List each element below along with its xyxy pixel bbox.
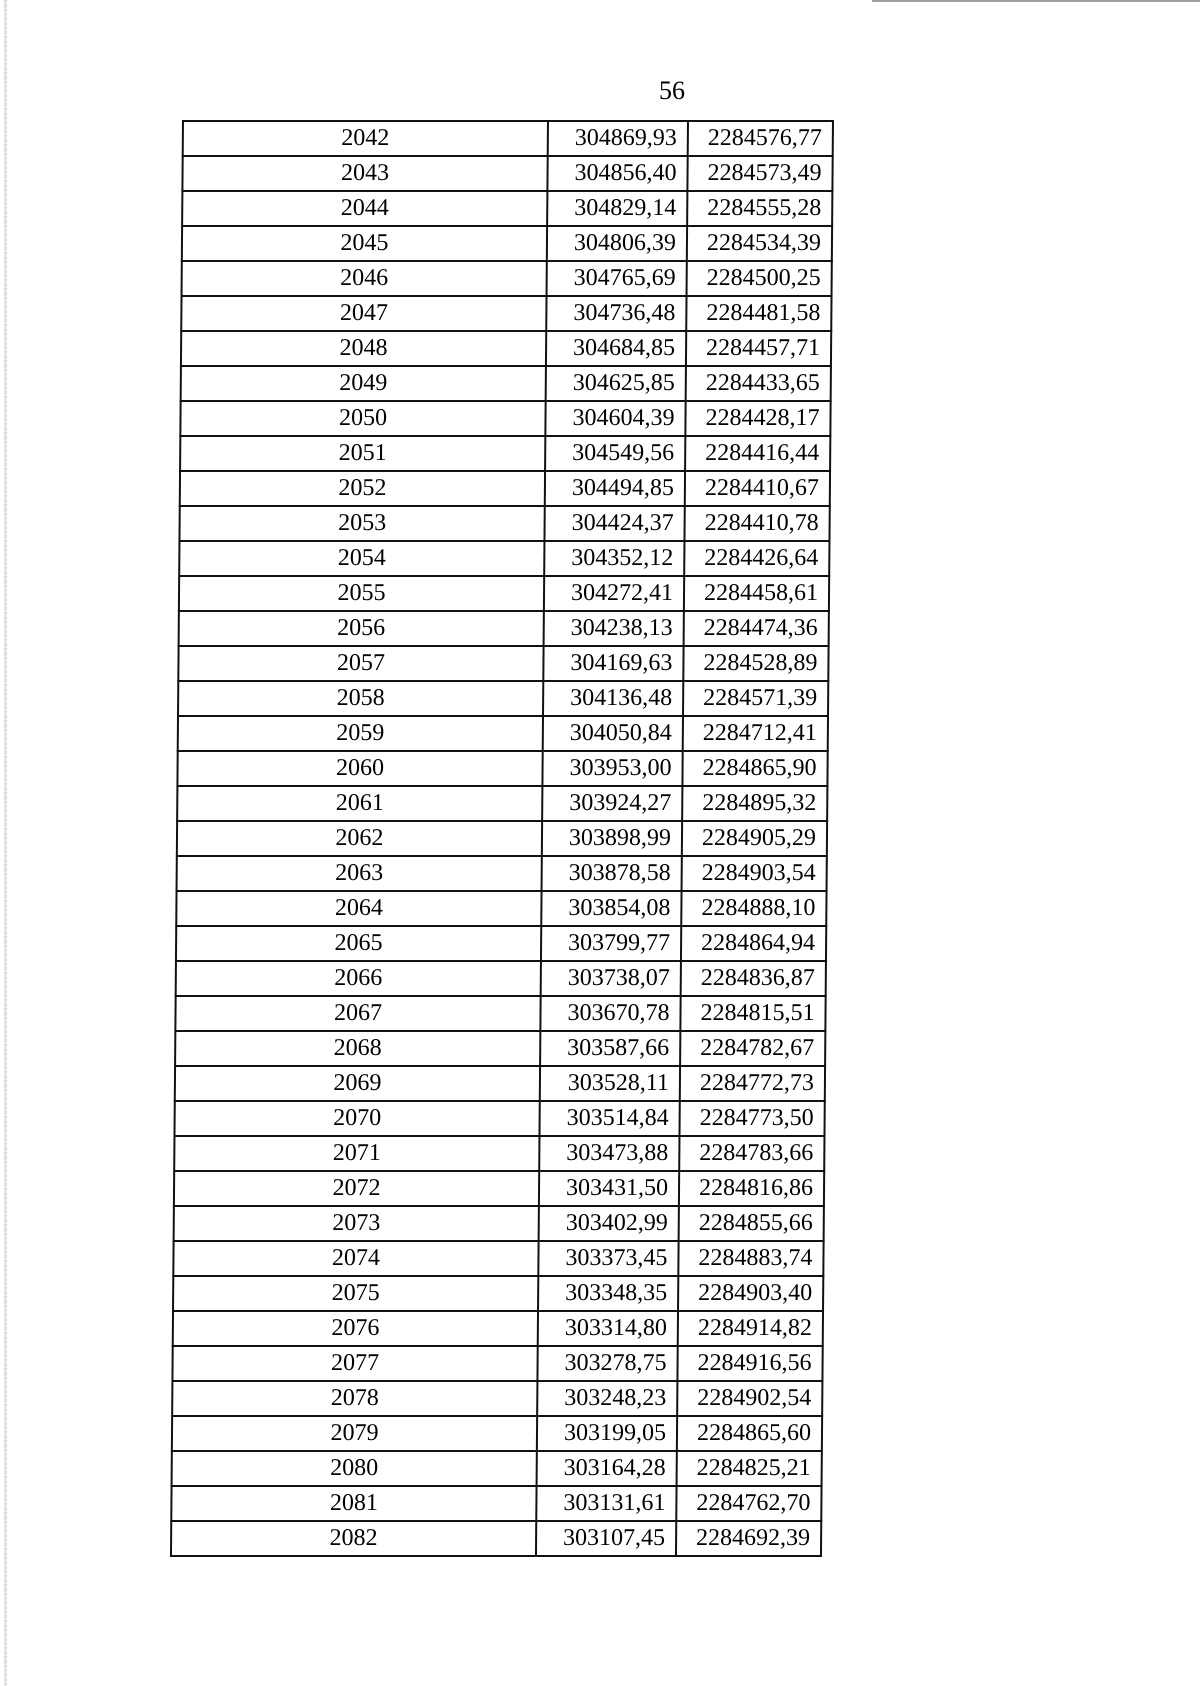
table-row <box>176 926 826 961</box>
point-number-cell: 2077 <box>172 1346 537 1381</box>
table-row <box>183 121 833 156</box>
point-number-cell: 2042 <box>183 121 548 156</box>
point-number-cell: 2067 <box>175 996 540 1031</box>
y-coordinate-cell: 2284836,87 <box>681 961 826 996</box>
point-number-cell: 2043 <box>182 156 547 191</box>
page-number: 56 <box>659 76 685 105</box>
point-number-cell: 2045 <box>182 226 547 261</box>
y-coordinate-cell: 2284416,44 <box>685 436 830 471</box>
table-row <box>172 1416 822 1451</box>
point-number-cell: 2057 <box>178 646 543 681</box>
point-number-cell: 2069 <box>175 1066 540 1101</box>
x-coordinate-cell: 303738,07 <box>541 961 681 996</box>
point-number-cell: 2052 <box>180 471 545 506</box>
y-coordinate-cell: 2284458,61 <box>684 576 829 611</box>
point-number-cell: 2081 <box>171 1486 536 1521</box>
x-coordinate-cell: 304272,41 <box>544 576 684 611</box>
point-number-cell: 2063 <box>177 856 542 891</box>
point-number-cell: 2070 <box>174 1101 539 1136</box>
y-coordinate-cell: 2284410,67 <box>685 471 830 506</box>
y-coordinate-cell: 2284782,67 <box>680 1031 825 1066</box>
point-number-cell: 2064 <box>176 891 541 926</box>
table-row <box>175 1031 825 1066</box>
y-coordinate-cell: 2284555,28 <box>687 191 832 226</box>
table-row <box>175 1066 825 1101</box>
point-number-cell: 2044 <box>182 191 547 226</box>
table-row <box>181 296 831 331</box>
table-row <box>182 261 832 296</box>
x-coordinate-cell: 304765,69 <box>547 261 687 296</box>
x-coordinate-cell: 303528,11 <box>540 1066 680 1101</box>
point-number-cell: 2047 <box>181 296 546 331</box>
y-coordinate-cell: 2284457,71 <box>686 331 831 366</box>
y-coordinate-cell: 2284528,89 <box>683 646 828 681</box>
table-row <box>177 821 827 856</box>
point-number-cell: 2076 <box>173 1311 538 1346</box>
y-coordinate-cell: 2284426,64 <box>684 541 829 576</box>
point-number-cell: 2065 <box>176 926 541 961</box>
y-coordinate-cell: 2284883,74 <box>678 1241 823 1276</box>
table-row <box>180 436 830 471</box>
table-row <box>171 1486 821 1521</box>
table-row <box>178 646 828 681</box>
y-coordinate-cell: 2284825,21 <box>677 1451 822 1486</box>
x-coordinate-cell: 303278,75 <box>537 1346 677 1381</box>
y-coordinate-cell: 2284410,78 <box>684 506 829 541</box>
y-coordinate-cell: 2284571,39 <box>683 681 828 716</box>
table-row <box>174 1136 824 1171</box>
point-number-cell: 2078 <box>172 1381 537 1416</box>
y-coordinate-cell: 2284474,36 <box>684 611 829 646</box>
x-coordinate-cell: 304352,12 <box>544 541 684 576</box>
x-coordinate-cell: 303348,35 <box>538 1276 678 1311</box>
y-coordinate-cell: 2284816,86 <box>679 1171 824 1206</box>
point-number-cell: 2048 <box>181 331 546 366</box>
y-coordinate-cell: 2284712,41 <box>683 716 828 751</box>
point-number-cell: 2051 <box>180 436 545 471</box>
y-coordinate-cell: 2284855,66 <box>679 1206 824 1241</box>
point-number-cell: 2054 <box>179 541 544 576</box>
y-coordinate-cell: 2284433,65 <box>686 366 831 401</box>
point-number-cell: 2061 <box>177 786 542 821</box>
x-coordinate-cell: 304856,40 <box>547 156 687 191</box>
x-coordinate-cell: 303514,84 <box>539 1101 679 1136</box>
table-row <box>177 786 827 821</box>
x-coordinate-cell: 303402,99 <box>539 1206 679 1241</box>
table-row <box>178 716 828 751</box>
x-coordinate-cell: 303199,05 <box>537 1416 677 1451</box>
table-row <box>172 1346 822 1381</box>
x-coordinate-cell: 304625,85 <box>546 366 686 401</box>
y-coordinate-cell: 2284783,66 <box>679 1136 824 1171</box>
table-row <box>179 541 829 576</box>
y-coordinate-cell: 2284865,60 <box>677 1416 822 1451</box>
x-coordinate-cell: 303164,28 <box>537 1451 677 1486</box>
table-row <box>177 856 827 891</box>
table-row <box>181 366 831 401</box>
coordinates-table-body <box>171 121 833 1556</box>
point-number-cell: 2073 <box>174 1206 539 1241</box>
x-coordinate-cell: 303248,23 <box>537 1381 677 1416</box>
table-row <box>171 1521 821 1556</box>
x-coordinate-cell: 303473,88 <box>539 1136 679 1171</box>
point-number-cell: 2080 <box>172 1451 537 1486</box>
point-number-cell: 2082 <box>171 1521 536 1556</box>
y-coordinate-cell: 2284534,39 <box>687 226 832 261</box>
point-number-cell: 2055 <box>179 576 544 611</box>
y-coordinate-cell: 2284916,56 <box>677 1346 822 1381</box>
x-coordinate-cell: 303854,08 <box>541 891 681 926</box>
x-coordinate-cell: 304494,85 <box>545 471 685 506</box>
scan-edge-top <box>872 0 1200 2</box>
y-coordinate-cell: 2284914,82 <box>678 1311 823 1346</box>
y-coordinate-cell: 2284864,94 <box>681 926 826 961</box>
x-coordinate-cell: 303131,61 <box>536 1486 676 1521</box>
point-number-cell: 2079 <box>172 1416 537 1451</box>
table-row <box>182 191 832 226</box>
y-coordinate-cell: 2284762,70 <box>676 1486 821 1521</box>
x-coordinate-cell: 304869,93 <box>548 121 688 156</box>
x-coordinate-cell: 304169,63 <box>543 646 683 681</box>
y-coordinate-cell: 2284865,90 <box>682 751 827 786</box>
point-number-cell: 2058 <box>178 681 543 716</box>
table-row <box>180 471 830 506</box>
y-coordinate-cell: 2284905,29 <box>682 821 827 856</box>
x-coordinate-cell: 304238,13 <box>544 611 684 646</box>
y-coordinate-cell: 2284888,10 <box>681 891 826 926</box>
point-number-cell: 2062 <box>177 821 542 856</box>
table-row <box>173 1276 823 1311</box>
y-coordinate-cell: 2284576,77 <box>688 121 833 156</box>
y-coordinate-cell: 2284903,40 <box>678 1276 823 1311</box>
point-number-cell: 2046 <box>182 261 547 296</box>
table-row <box>179 611 829 646</box>
table-row <box>172 1381 822 1416</box>
x-coordinate-cell: 303898,99 <box>542 821 682 856</box>
table-row <box>180 401 830 436</box>
x-coordinate-cell: 304549,56 <box>545 436 685 471</box>
point-number-cell: 2053 <box>179 506 544 541</box>
point-number-cell: 2066 <box>176 961 541 996</box>
table-row <box>174 1206 824 1241</box>
x-coordinate-cell: 303670,78 <box>540 996 680 1031</box>
point-number-cell: 2072 <box>174 1171 539 1206</box>
table-row <box>182 156 832 191</box>
x-coordinate-cell: 304736,48 <box>546 296 686 331</box>
y-coordinate-cell: 2284500,25 <box>687 261 832 296</box>
point-number-cell: 2060 <box>177 751 542 786</box>
coordinates-table <box>170 120 834 1557</box>
table-row <box>176 961 826 996</box>
table-row <box>176 891 826 926</box>
x-coordinate-cell: 303924,27 <box>542 786 682 821</box>
y-coordinate-cell: 2284773,50 <box>679 1101 824 1136</box>
x-coordinate-cell: 304829,14 <box>547 191 687 226</box>
point-number-cell: 2074 <box>173 1241 538 1276</box>
y-coordinate-cell: 2284903,54 <box>682 856 827 891</box>
x-coordinate-cell: 304050,84 <box>543 716 683 751</box>
point-number-cell: 2071 <box>174 1136 539 1171</box>
point-number-cell: 2049 <box>181 366 546 401</box>
point-number-cell: 2059 <box>178 716 543 751</box>
table-row <box>173 1311 823 1346</box>
point-number-cell: 2056 <box>179 611 544 646</box>
table-row <box>173 1241 823 1276</box>
point-number-cell: 2068 <box>175 1031 540 1066</box>
table-row <box>177 751 827 786</box>
y-coordinate-cell: 2284902,54 <box>677 1381 822 1416</box>
x-coordinate-cell: 303799,77 <box>541 926 681 961</box>
y-coordinate-cell: 2284692,39 <box>676 1521 821 1556</box>
x-coordinate-cell: 303373,45 <box>538 1241 678 1276</box>
x-coordinate-cell: 303431,50 <box>539 1171 679 1206</box>
y-coordinate-cell: 2284481,58 <box>686 296 831 331</box>
x-coordinate-cell: 304136,48 <box>543 681 683 716</box>
x-coordinate-cell: 304684,85 <box>546 331 686 366</box>
table-row <box>175 996 825 1031</box>
x-coordinate-cell: 303314,80 <box>538 1311 678 1346</box>
table-row <box>182 226 832 261</box>
table-row <box>174 1101 824 1136</box>
scan-edge-left <box>4 0 7 1686</box>
y-coordinate-cell: 2284573,49 <box>687 156 832 191</box>
y-coordinate-cell: 2284815,51 <box>680 996 825 1031</box>
y-coordinate-cell: 2284895,32 <box>682 786 827 821</box>
table-row <box>174 1171 824 1206</box>
y-coordinate-cell: 2284772,73 <box>680 1066 825 1101</box>
point-number-cell: 2075 <box>173 1276 538 1311</box>
x-coordinate-cell: 304604,39 <box>545 401 685 436</box>
x-coordinate-cell: 303953,00 <box>542 751 682 786</box>
x-coordinate-cell: 303587,66 <box>540 1031 680 1066</box>
table-row <box>172 1451 822 1486</box>
table-row <box>179 576 829 611</box>
x-coordinate-cell: 303878,58 <box>542 856 682 891</box>
y-coordinate-cell: 2284428,17 <box>685 401 830 436</box>
table-row <box>181 331 831 366</box>
point-number-cell: 2050 <box>180 401 545 436</box>
table-row <box>178 681 828 716</box>
x-coordinate-cell: 304424,37 <box>544 506 684 541</box>
x-coordinate-cell: 304806,39 <box>547 226 687 261</box>
x-coordinate-cell: 303107,45 <box>536 1521 676 1556</box>
table-row <box>179 506 829 541</box>
